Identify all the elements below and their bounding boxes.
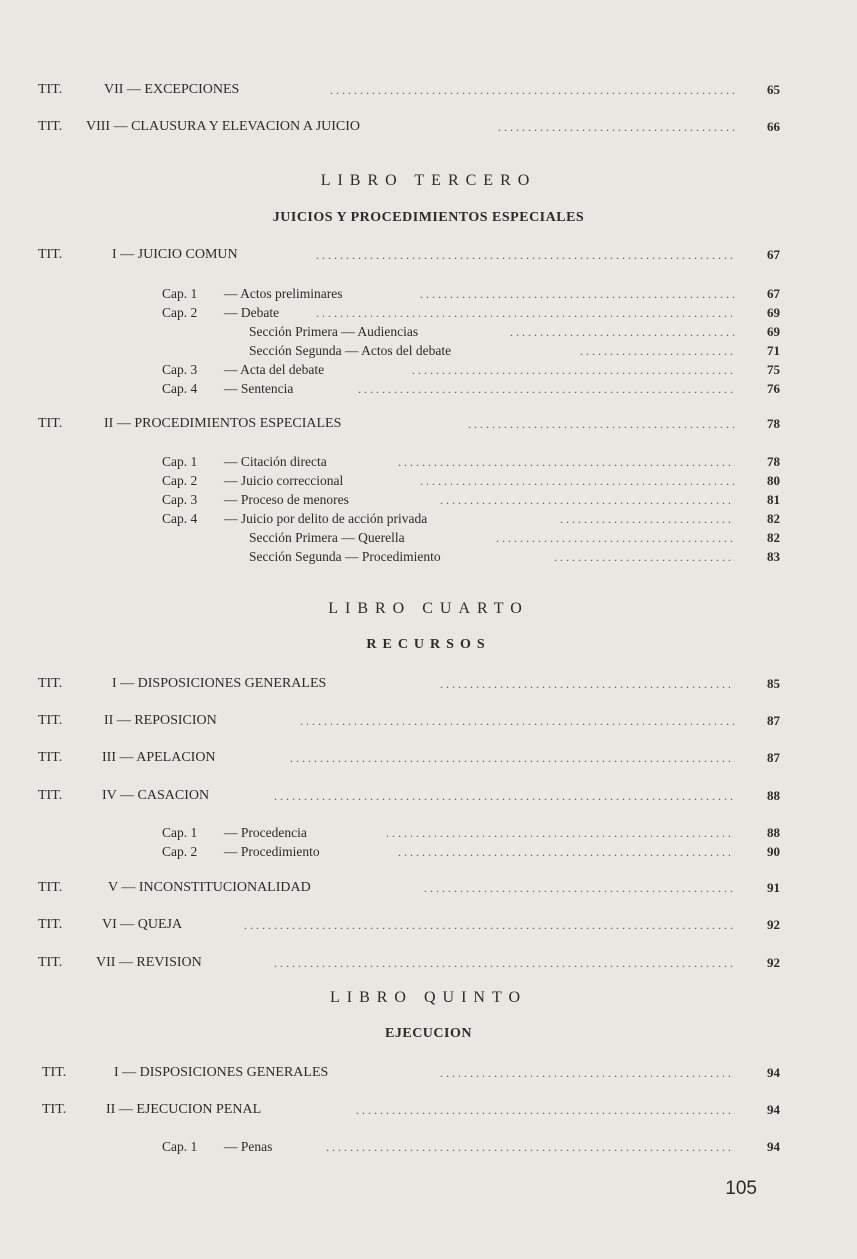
entry-label: TIT. <box>38 119 63 134</box>
entry-title: I — DISPOSICIONES GENERALES <box>112 676 327 691</box>
entry-title: VII — REVISION <box>96 955 202 970</box>
entry-page: 65 <box>767 82 780 97</box>
entry-title: II — REPOSICION <box>104 713 217 728</box>
dot-leader <box>398 842 735 862</box>
entry-title: VII — EXCEPCIONES <box>104 82 240 97</box>
libro-tercero-heading: LIBRO TERCERO <box>320 172 537 189</box>
entry-title: I — JUICIO COMUN <box>112 247 238 262</box>
toc-entry <box>0 711 857 731</box>
toc-entry <box>0 674 857 694</box>
entry-title: IV — CASACION <box>102 788 210 803</box>
dot-leader <box>496 528 735 548</box>
entry-title: — Citación directa <box>224 454 327 469</box>
dot-leader <box>440 1063 735 1083</box>
dot-leader <box>440 674 735 694</box>
entry-page: 69 <box>767 305 780 320</box>
entry-title: — Acta del debate <box>224 362 325 377</box>
entry-label: TIT. <box>38 713 63 728</box>
entry-label: Cap. 4 <box>162 381 198 396</box>
dot-leader <box>316 303 735 323</box>
entry-page: 87 <box>767 750 780 765</box>
entry-title: — Sentencia <box>224 381 294 396</box>
toc-entry <box>0 303 857 323</box>
entry-page: 94 <box>767 1139 780 1154</box>
entry-page: 66 <box>767 119 780 134</box>
libro-cuarto-subtitle: RECURSOS <box>366 637 491 652</box>
entry-title: II — EJECUCION PENAL <box>106 1102 262 1117</box>
entry-label: Cap. 1 <box>162 1139 198 1154</box>
toc-entry <box>0 509 857 529</box>
toc-entry <box>0 379 857 399</box>
entry-title: Sección Segunda — Procedimiento <box>249 549 441 564</box>
entry-label: Cap. 2 <box>162 305 198 320</box>
toc-entry <box>0 452 857 472</box>
entry-title: III — APELACION <box>102 750 216 765</box>
toc-entry <box>0 528 857 548</box>
entry-page: 85 <box>767 676 780 691</box>
dot-leader <box>398 452 735 472</box>
libro-cuarto-heading: LIBRO CUARTO <box>328 600 529 617</box>
entry-title: Sección Segunda — Actos del debate <box>249 343 452 358</box>
entry-label: Cap. 2 <box>162 473 198 488</box>
entry-page: 92 <box>767 955 780 970</box>
entry-label: TIT. <box>38 247 63 262</box>
toc-entry <box>0 80 857 100</box>
entry-page: 94 <box>767 1102 780 1117</box>
entry-label: TIT. <box>38 82 63 97</box>
toc-entry <box>0 360 857 380</box>
entry-label: TIT. <box>42 1065 67 1080</box>
dot-leader <box>468 414 735 434</box>
entry-label: TIT. <box>38 676 63 691</box>
toc-entry <box>0 915 857 935</box>
toc-entry <box>0 1063 857 1083</box>
toc-entry <box>0 1137 857 1157</box>
entry-page: 88 <box>767 788 780 803</box>
dot-leader <box>356 1100 735 1120</box>
dot-leader <box>420 471 735 491</box>
dot-leader <box>358 379 735 399</box>
dot-leader <box>412 360 735 380</box>
dot-leader <box>424 878 735 898</box>
toc-entry <box>0 490 857 510</box>
dot-leader <box>498 117 735 137</box>
entry-title: I — DISPOSICIONES GENERALES <box>114 1065 329 1080</box>
dot-leader <box>440 490 735 510</box>
entry-title: — Juicio por delito de acción privada <box>224 511 428 526</box>
dot-leader <box>330 80 735 100</box>
dot-leader <box>580 341 735 361</box>
toc-entry <box>0 284 857 304</box>
entry-page: 78 <box>767 454 780 469</box>
toc-entry <box>0 245 857 265</box>
entry-title: V — INCONSTITUCIONALIDAD <box>108 880 311 895</box>
entry-label: Cap. 1 <box>162 825 198 840</box>
entry-page: 82 <box>767 530 780 545</box>
entry-page: 67 <box>767 247 780 262</box>
entry-page: 87 <box>767 713 780 728</box>
entry-title: — Juicio correccional <box>224 473 344 488</box>
entry-title: VIII — CLAUSURA Y ELEVACION A JUICIO <box>86 119 361 134</box>
entry-title: — Actos preliminares <box>224 286 343 301</box>
entry-page: 81 <box>767 492 780 507</box>
dot-leader <box>316 245 735 265</box>
entry-title: — Proceso de menores <box>224 492 349 507</box>
entry-label: TIT. <box>42 1102 67 1117</box>
entry-page: 78 <box>767 416 780 431</box>
entry-label: TIT. <box>38 955 63 970</box>
entry-title: II — PROCEDIMIENTOS ESPECIALES <box>104 416 342 431</box>
dot-leader <box>420 284 735 304</box>
dot-leader <box>554 547 735 567</box>
toc-entry <box>0 748 857 768</box>
entry-title: Sección Primera — Audiencias <box>249 324 419 339</box>
entry-page: 90 <box>767 844 780 859</box>
dot-leader <box>274 786 735 806</box>
toc-entry <box>0 823 857 843</box>
toc-entry <box>0 322 857 342</box>
entry-label: TIT. <box>38 416 63 431</box>
dot-leader <box>386 823 735 843</box>
dot-leader <box>560 509 735 529</box>
entry-title: — Penas <box>224 1139 273 1154</box>
entry-page: 71 <box>767 343 780 358</box>
entry-label: TIT. <box>38 917 63 932</box>
entry-label: Cap. 2 <box>162 844 198 859</box>
dot-leader <box>300 711 735 731</box>
entry-page: 67 <box>767 286 780 301</box>
toc-entry <box>0 1100 857 1120</box>
toc-entry <box>0 117 857 137</box>
toc-entry <box>0 414 857 434</box>
dot-leader <box>326 1137 735 1157</box>
libro-tercero-subtitle: JUICIOS Y PROCEDIMIENTOS ESPECIALES <box>272 210 585 225</box>
toc-entry <box>0 786 857 806</box>
toc-entry <box>0 341 857 361</box>
libro-quinto-heading: LIBRO QUINTO <box>329 989 528 1006</box>
entry-page: 92 <box>767 917 780 932</box>
entry-label: Cap. 4 <box>162 511 198 526</box>
dot-leader <box>290 748 735 768</box>
dot-leader <box>244 915 735 935</box>
entry-page: 91 <box>767 880 780 895</box>
entry-label: TIT. <box>38 788 63 803</box>
entry-title: Sección Primera — Querella <box>249 530 405 545</box>
entry-page: 69 <box>767 324 780 339</box>
dot-leader <box>510 322 735 342</box>
entry-title: — Procedencia <box>224 825 307 840</box>
entry-label: Cap. 1 <box>162 454 198 469</box>
entry-label: Cap. 1 <box>162 286 198 301</box>
toc-entry <box>0 953 857 973</box>
dot-leader <box>274 953 735 973</box>
page-number: 105 <box>725 1178 757 1199</box>
entry-page: 82 <box>767 511 780 526</box>
entry-label: Cap. 3 <box>162 362 198 377</box>
entry-page: 80 <box>767 473 780 488</box>
entry-page: 76 <box>767 381 780 396</box>
entry-page: 94 <box>767 1065 780 1080</box>
toc-entry <box>0 471 857 491</box>
entry-page: 88 <box>767 825 780 840</box>
entry-page: 75 <box>767 362 780 377</box>
toc-entry <box>0 878 857 898</box>
entry-label: TIT. <box>38 750 63 765</box>
entry-label: TIT. <box>38 880 63 895</box>
toc-entry <box>0 842 857 862</box>
toc-entry <box>0 547 857 567</box>
entry-title: — Debate <box>224 305 280 320</box>
entry-title: VI — QUEJA <box>102 917 183 932</box>
entry-label: Cap. 3 <box>162 492 198 507</box>
entry-page: 83 <box>767 549 780 564</box>
entry-title: — Procedimiento <box>224 844 320 859</box>
libro-quinto-subtitle: EJECUCION <box>385 1026 472 1041</box>
